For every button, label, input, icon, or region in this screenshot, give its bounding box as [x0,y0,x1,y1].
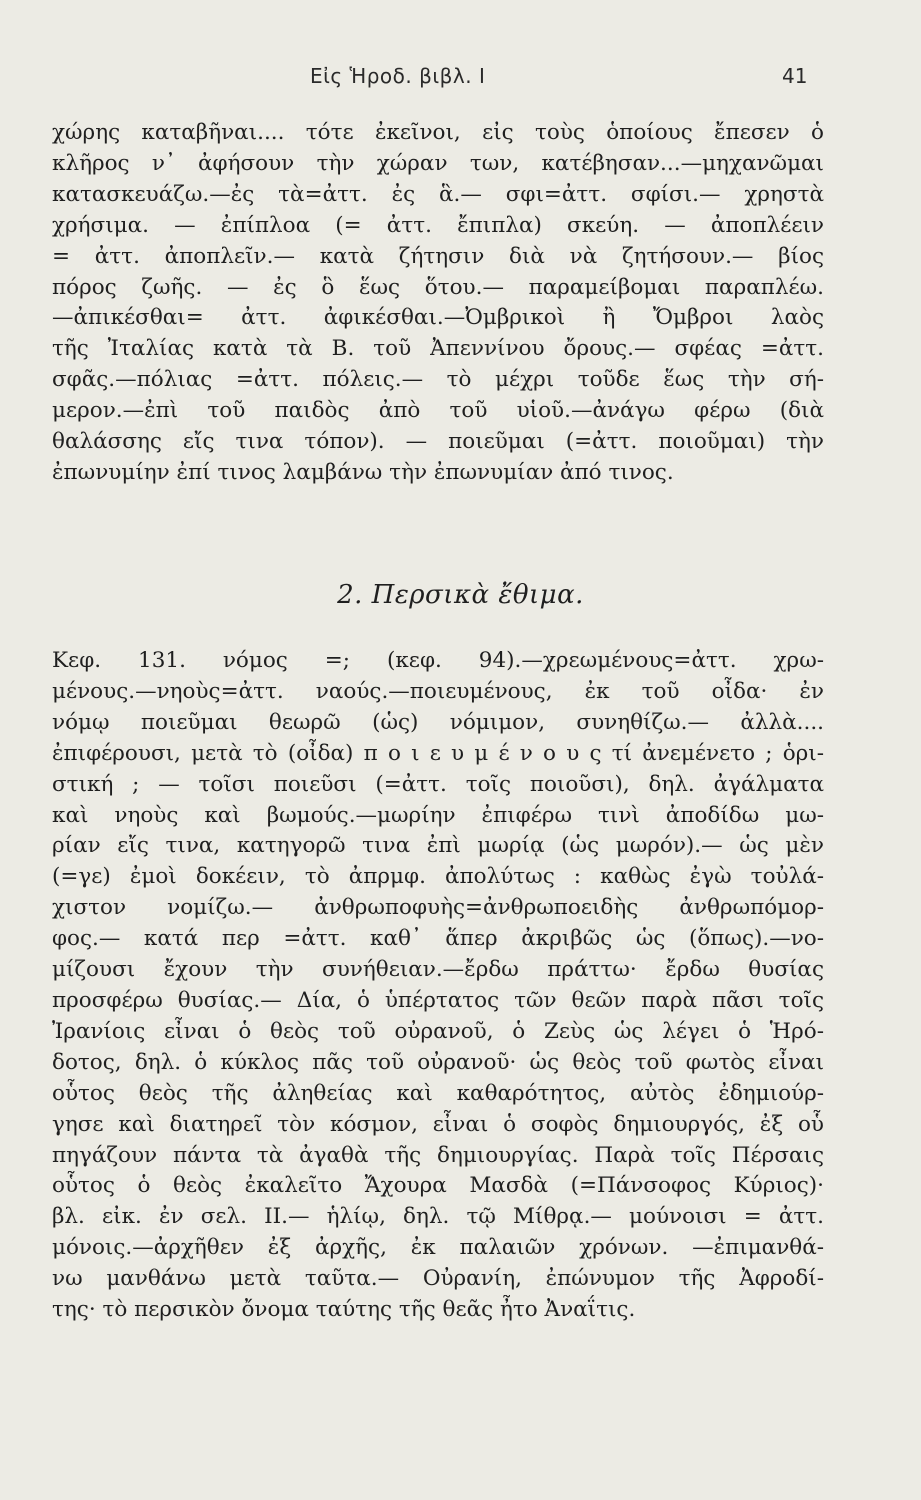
text-line: μερον.—ἐπὶ τοῦ παιδὸς ἀπὸ τοῦ υἱοῦ.—ἀνάγω φέρω (διὰ [52,398,824,424]
text-line: χρήσιμα. — ἐπίπλοα (= ἀττ. ἔπιπλα) σκεύη. — ἀποπλέειν [52,212,824,238]
text-line: θαλάσσης εἴς τινα τόπον). — ποιεῦμαι (=ἀττ. ποιοῦμαι) τὴν [52,429,824,455]
text-line: μένους.—νηοὺς=ἀττ. ναούς.—ποιευμένους, ἐκ τοῦ οἶδα· ἐν [52,678,824,704]
text-line: ἐπωνυμίην ἐπί τινος λαμβάνω τὴν ἐπωνυμίαν ἀπό τινος. [52,459,674,485]
text-line: καὶ νηοὺς καὶ βωμούς.—μωρίην ἐπιφέρω τινὶ ἀποδίδω μω- [52,802,824,828]
text-line: δοτος, δηλ. ὁ κύκλος πᾶς τοῦ οὐρανοῦ· ὡς θεὸς τοῦ φωτὸς εἶναι [52,1049,824,1075]
commentary-block-1 [52,118,824,489]
text-line: = ἀττ. ἀποπλεῖν.— κατὰ ζήτησιν διὰ νὰ ζητήσουν.— βίος [52,243,824,269]
text-line: φος.— κατά περ =ἀττ. καθ᾽ ἅπερ ἀκριβῶς ὡς (ὅπως).—νο- [52,926,824,952]
text-line: νόμῳ ποιεῦμαι θεωρῶ (ὡς) νόμιμον, συνηθίζω.— ἀλλὰ.... [52,709,824,735]
text-line: Κεφ. 131. νόμος =; (κεφ. 94).—χρεωμένους=ἀττ. χρω- [52,648,824,673]
text-line: σφᾶς.—πόλιας =ἀττ. πόλεις.— τὸ μέχρι τοῦδε ἕως τὴν σή- [52,367,824,393]
text-line: νω μανθάνω μετὰ ταῦτα.— Οὐρανίη, ἐπώνυμον τῆς Ἀφροδί- [52,1266,824,1292]
text-line: ρίαν εἴς τινα, κατηγορῶ τινα ἐπὶ μωρίᾳ (ὡς μωρόν).— ὡς μὲν [52,833,824,859]
page-number: 41 [782,64,808,88]
page-header [0,60,921,96]
text-line: βλ. εἰκ. ἐν σελ. ΙΙ.— ἡλίῳ, δηλ. τῷ Μίθρᾳ.— μούνοισι = ἀττ. [52,1204,824,1230]
text-line: πόρος ζωῆς. — ἐς ὃ ἕως ὅτου.— παραμείβομαι παραπλέω. [52,274,824,300]
text-line: ἐπιφέρουσι, μετὰ τὸ (οἶδα) π ο ι ε υ μ έ ν ο υ ς τί ἀνεμένετο ; ὁρι- [52,740,824,766]
text-line: Ἰρανίοις εἶναι ὁ θεὸς τοῦ οὐρανοῦ, ὁ Ζεὺς ὡς λέγει ὁ Ἡρό- [52,1018,824,1044]
text-line: τῆς Ἰταλίας κατὰ τὰ Β. τοῦ Ἀπεννίνου ὄρους.— σφέας =ἀττ. [52,336,824,362]
text-line: οὗτος ὁ θεὸς ἐκαλεῖτο Ἄχουρα Μασδὰ (=Πάνσοφος Κύριος)· [52,1173,824,1199]
text-line: —ἀπικέσθαι= ἀττ. ἀφικέσθαι.—Ὀμβρικοὶ ἢ Ὄμβροι λαὸς [52,305,824,331]
section-heading: 2. Περσικὰ ἔθιμα. [337,580,584,610]
text-line: κατασκευάζω.—ἐς τὰ=ἀττ. ἐς ἃ.— σφι=ἀττ. σφίσι.— χρηστὰ [52,181,824,207]
text-line: προσφέρω θυσίας.— Δία, ὁ ὑπέρτατος τῶν θεῶν παρὰ πᾶσι τοῖς [52,987,824,1013]
text-line: χιστον νομίζω.— ἀνθρωποφυὴς=ἀνθρωποειδὴς ἀνθρωπόμορ- [52,895,824,921]
text-line: μόνοις.—ἀρχῆθεν ἐξ ἀρχῆς, ἐκ παλαιῶν χρόνων. —ἐπιμανθά- [52,1235,824,1261]
text-line: χώρης καταβῆναι.... τότε ἐκεῖνοι, εἰς τοὺς ὁποίους ἔπεσεν ὁ [52,120,824,145]
commentary-block-2 [52,646,824,1326]
text-line: γησε καὶ διατηρεῖ τὸν κόσμον, εἶναι ὁ σοφὸς δημιουργός, ἐξ οὗ [52,1111,824,1137]
text-line: (=γε) ἐμοὶ δοκέειν, τὸ ἀπρμφ. ἀπολύτως : καθὼς ἐγὼ τοὐλά- [52,864,824,890]
running-title: Εἰς Ἡροδ. βιβλ. Ι [310,64,486,88]
text-line: μίζουσι ἔχουν τὴν συνήθειαν.—ἔρδω πράττω· ἔρδω θυσίας [52,957,824,983]
text-line: πηγάζουν πάντα τὰ ἀγαθὰ τῆς δημιουργίας. Παρὰ τοῖς Πέρσαις [52,1142,824,1168]
text-line: κλῆρος ν᾽ ἀφήσουν τὴν χώραν των, κατέβησαν...—μηχανῶμαι [52,150,824,176]
text-line: στική ; — τοῖσι ποιεῦσι (=ἀττ. τοῖς ποιοῦσι), δηλ. ἀγάλματα [52,771,824,797]
text-line: οὗτος θεὸς τῆς ἀληθείας καὶ καθαρότητος, αὐτὸς ἐδημιούρ- [52,1080,824,1106]
text-line: της· τὸ περσικὸν ὄνομα ταύτης τῆς θεᾶς ἦτο Ἀναΐτις. [52,1297,636,1323]
